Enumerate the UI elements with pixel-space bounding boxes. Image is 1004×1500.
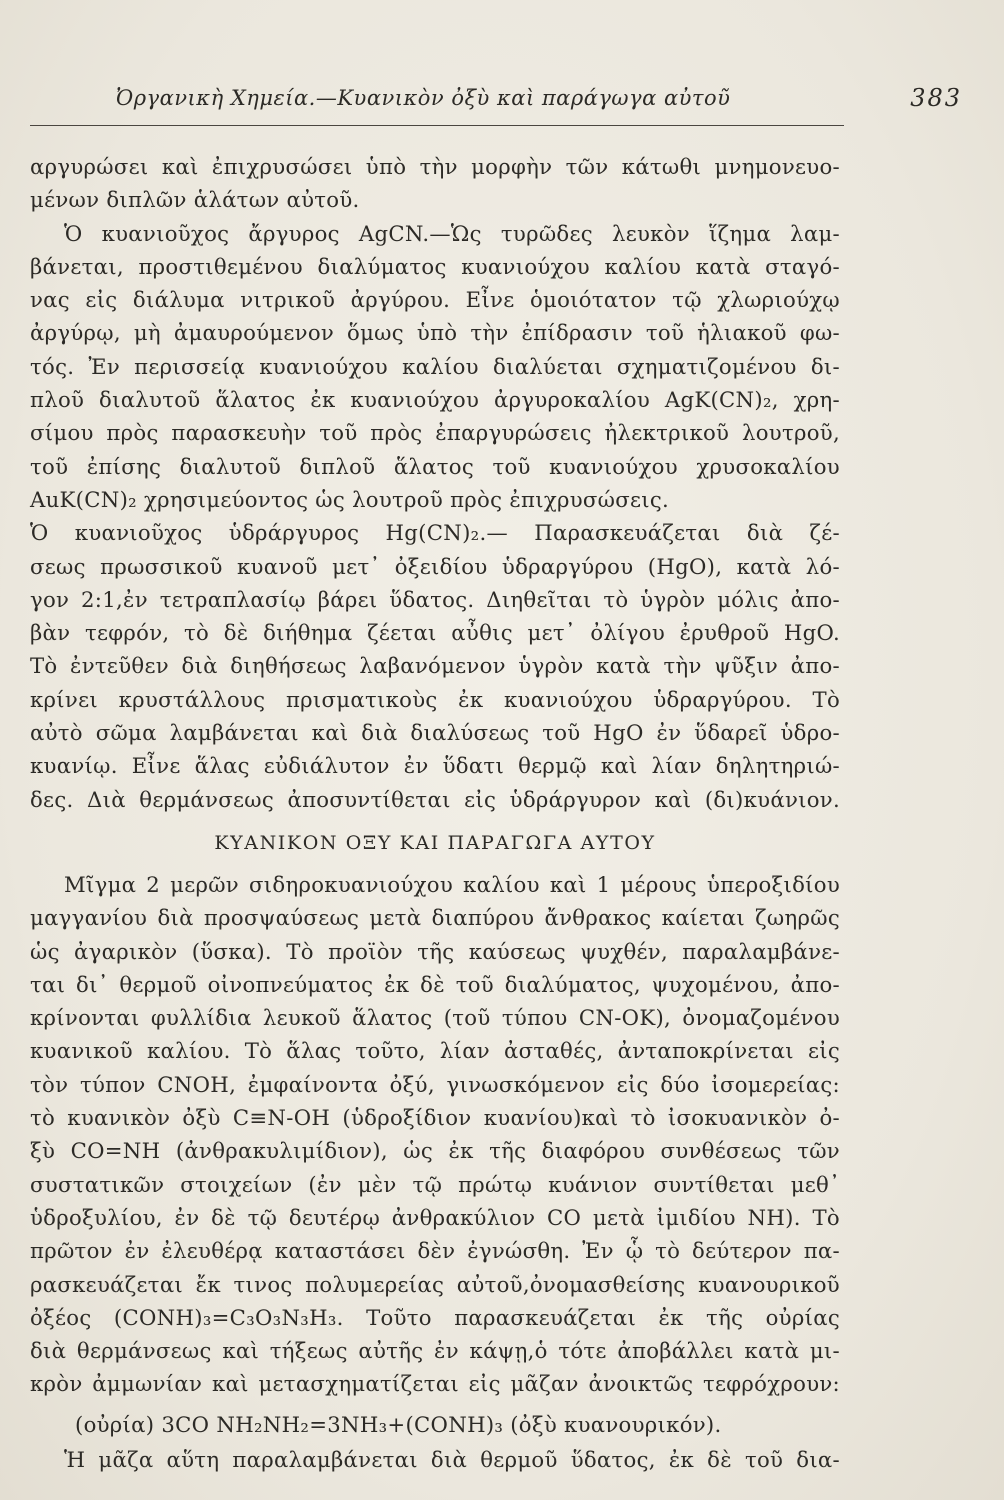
body-text bbox=[30, 150, 840, 1476]
text-line: ὡς ἀγαρικὸν (ὕσκα). Τὸ προϊὸν τῆς καύσεως ψυχθέν, παραλαμβάνε- bbox=[30, 938, 840, 964]
text-line: ὀξέος (CONH)₃=C₃O₃N₃H₃. Τοῦτο παρασκευάζεται ἐκ τῆς οὐρίας bbox=[30, 1304, 840, 1330]
header-rule bbox=[30, 125, 844, 126]
text-line: κυανίῳ. Εἶνε ἅλας εὐδιάλυτον ἐν ὕδατι θερμῷ καὶ λίαν δηλητηριώ- bbox=[30, 753, 840, 779]
text-line: βάνεται, προστιθεμένου διαλύματος κυανιούχου καλίου κατὰ σταγό- bbox=[30, 253, 840, 279]
page-header bbox=[30, 78, 962, 122]
text-line: σεως πρωσσικοῦ κυανοῦ μετ᾽ ὀξειδίου ὑδραργύρου (HgO), κατὰ λό- bbox=[30, 553, 840, 579]
text-line: ἀργύρῳ, μὴ ἀμαυρούμενον ὅμως ὑπὸ τὴν ἐπίδρασιν τοῦ ἡλιακοῦ φω- bbox=[30, 320, 840, 346]
text-line: Ἡ μᾶζα αὕτη παραλαμβάνεται διὰ θερμοῦ ὕδατος, ἐκ δὲ τοῦ δια- bbox=[64, 1446, 840, 1472]
text-line: κυανικοῦ καλίου. Τὸ ἅλας τοῦτο, λίαν ἀσταθές, ἀνταποκρίνεται εἰς bbox=[30, 1038, 840, 1064]
text-line: κρὸν ἀμμωνίαν καὶ μετασχηματίζεται εἰς μᾶζαν ἀνοικτῶς τεφρόχρουν: bbox=[30, 1371, 840, 1397]
text-line: ὑδροξυλίου, ἐν δὲ τῷ δευτέρῳ ἀνθρακύλιον CO μετὰ ἰμιδίου NH). Τὸ bbox=[30, 1204, 840, 1230]
text-line: κρίνει κρυστάλλους πρισματικοὺς ἐκ κυανιούχου ὑδραργύρου. Τὸ bbox=[30, 686, 840, 712]
text-line: νας εἰς διάλυμα νιτρικοῦ ἀργύρου. Εἶνε ὁμοιότατον τῷ χλωριούχῳ bbox=[30, 287, 840, 313]
text-line: ρασκευάζεται ἔκ τινος πολυμερείας αὐτοῦ,ὀνομασθείσης κυανουρικοῦ bbox=[30, 1271, 840, 1297]
section-title: ΚΥΑΝΙΚΟΝ ΟΞΥ ΚΑΙ ΠΑΡΑΓΩΓΑ ΑΥΤΟΥ bbox=[214, 831, 656, 854]
text-line: συστατικῶν στοιχείων (ἐν μὲν τῷ πρώτῳ κυάνιον συντίθεται μεθ᾽ bbox=[30, 1171, 840, 1197]
text-line: τὸ κυανικὸν ὀξὺ C≡N-OH (ὑδροξίδιον κυανίου)καὶ τὸ ἰσοκυανικὸν ὀ- bbox=[30, 1105, 840, 1131]
text-line: κρίνονται φυλλίδια λευκοῦ ἅλατος (τοῦ τύπου CN-OK), ὀνομαζομένου bbox=[30, 1005, 840, 1031]
text-line: βὰν τεφρόν, τὸ δὲ διήθημα ζέεται αὖθις μετ᾽ ὀλίγου ἐρυθροῦ HgO. bbox=[30, 620, 840, 646]
text-line: πρῶτον ἐν ἐλευθέρᾳ καταστάσει δὲν ἐγνώσθη. Ἐν ᾧ τὸ δεύτερον πα- bbox=[30, 1238, 840, 1264]
text-line: τός. Ἐν περισσείᾳ κυανιούχου καλίου διαλύεται σχηματιζομένου δι- bbox=[30, 353, 840, 379]
text-line: γον 2:1,ἐν τετραπλασίῳ βάρει ὕδατος. Διηθεῖται τὸ ὑγρὸν μόλις ἀπο- bbox=[30, 586, 840, 612]
text-line: Ὁ κυανιοῦχος ὑδράργυρος Hg(CN)₂.— Παρασκευάζεται διὰ ζέ- bbox=[30, 520, 840, 546]
text-line: Ὁ κυανιοῦχος ἄργυρος AgCN.—Ὡς τυρῶδες λευκὸν ἵζημα λαμ- bbox=[64, 220, 840, 246]
text-line: Τὸ ἐντεῦθεν διὰ διηθήσεως λαβανόμενον ὑγρὸν κατὰ τὴν ψῦξιν ἀπο- bbox=[30, 653, 840, 679]
running-head: Ὀργανικὴ Χημεία.—Κυανικὸν ὀξὺ καὶ παράγωγα αὐτοῦ bbox=[116, 86, 731, 110]
text-line: σίμου πρὸς παρασκευὴν τοῦ πρὸς ἐπαργυρώσεις ἠλεκτρικοῦ λουτροῦ, bbox=[30, 420, 840, 446]
text-line: δες. Διὰ θερμάνσεως ἀποσυντίθεται εἰς ὑδράργυρον καὶ (δι)κυάνιον. bbox=[30, 786, 840, 812]
page-number: 383 bbox=[910, 84, 962, 112]
text-line: μαγγανίου διὰ προσψαύσεως μετὰ διαπύρου ἄνθρακος καίεται ζωηρῶς bbox=[30, 905, 840, 931]
text-line: αὐτὸ σῶμα λαμβάνεται καὶ διὰ διαλύσεως τοῦ HgO ἐν ὕδαρεῖ ὑδρο- bbox=[30, 720, 840, 746]
text-line: Μῖγμα 2 μερῶν σιδηροκυανιούχου καλίου καὶ 1 μέρους ὑπεροξιδίου bbox=[64, 871, 840, 897]
text-line: ξὺ CO=NH (ἀνθρακυλιμίδιον), ὡς ἐκ τῆς διαφόρου συνθέσεως τῶν bbox=[30, 1138, 840, 1164]
text-line: AuK(CN)₂ χρησιμεύοντος ὡς λουτροῦ πρὸς ἐπιχρυσώσεις. bbox=[30, 486, 670, 512]
text-line: μένων διπλῶν ἁλάτων αὐτοῦ. bbox=[30, 187, 360, 213]
text-line: τοῦ ἐπίσης διαλυτοῦ διπλοῦ ἅλατος τοῦ κυανιούχου χρυσοκαλίου bbox=[30, 453, 840, 479]
text-line: πλοῦ διαλυτοῦ ἅλατος ἐκ κυανιούχου ἀργυροκαλίου AgK(CN)₂, χρη- bbox=[30, 387, 840, 413]
text-line: ται δι᾽ θερμοῦ οἰνοπνεύματος ἐκ δὲ τοῦ διαλύματος, ψυχομένου, ἀπο- bbox=[30, 971, 840, 997]
text-line: τὸν τύπον CNOH, ἐμφαίνοντα ὀξύ, γινωσκόμενον εἰς δύο ἰσομερείας: bbox=[30, 1071, 840, 1097]
chemical-equation: (οὐρία) 3CO NH₂NH₂=3NH₃+(CONH)₃ (ὀξὺ κυανουρικόν). bbox=[75, 1411, 722, 1437]
text-line: αργυρώσει καὶ ἐπιχρυσώσει ὑπὸ τὴν μορφὴν τῶν κάτωθι μνημονευο- bbox=[30, 154, 840, 179]
text-line: διὰ θερμάνσεως καὶ τήξεως αὐτῆς ἐν κάψῃ,ὁ τότε ἀποβάλλει κατὰ μι- bbox=[30, 1338, 840, 1364]
